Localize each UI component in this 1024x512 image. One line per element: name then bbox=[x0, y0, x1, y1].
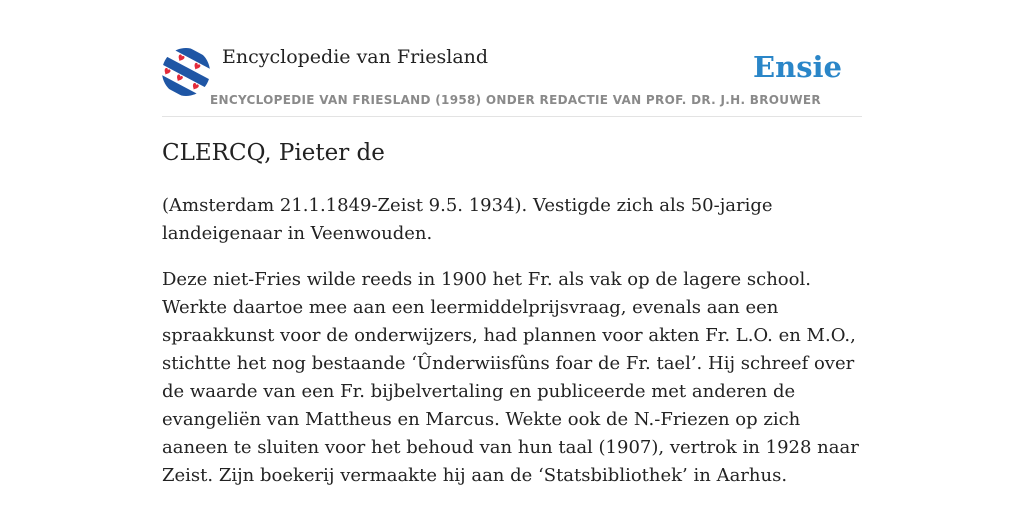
entry-paragraph: Deze niet-Fries wilde reeds in 1900 het Fr. als vak op de lagere school. Werkte daartoe mee aan een leermiddelprijsvraag, evenals aan een spraakkunst voor de onderwijzers, had plannen voor akten Fr. L.O. en M.O., stichtte het nog bestaande ‘Ûnderwiisfûns foar de Fr. tael’. Hij schreef over de waarde van een Fr. bijbelvertaling en publiceerde met anderen de evangeliën van Mattheus en Marcus. Wekte ook de N.-Friezen op zich aaneen te sluiten voor het behoud van hun taal (1907), vertrok in 1928 naar Zeist. Zijn boekerij vermaakte hij aan de ‘Statsbibliothek’ in Aarhus. bbox=[162, 269, 859, 486]
frisian-flag-icon[interactable] bbox=[162, 48, 210, 96]
site-subtitle: ENCYCLOPEDIE VAN FRIESLAND (1958) ONDER REDACTIE VAN PROF. DR. J.H. BROUWER bbox=[210, 93, 821, 107]
entry-paragraph: (Amsterdam 21.1.1849-Zeist 9.5. 1934). Vestigde zich als 50-jarige landeigenaar in Veenwouden. bbox=[162, 195, 773, 244]
entry-title: CLERCQ, Pieter de bbox=[162, 140, 385, 166]
site-title[interactable]: Encyclopedie van Friesland bbox=[222, 46, 489, 68]
site-header bbox=[162, 44, 862, 117]
ensie-logo[interactable]: Ensie bbox=[753, 50, 842, 84]
